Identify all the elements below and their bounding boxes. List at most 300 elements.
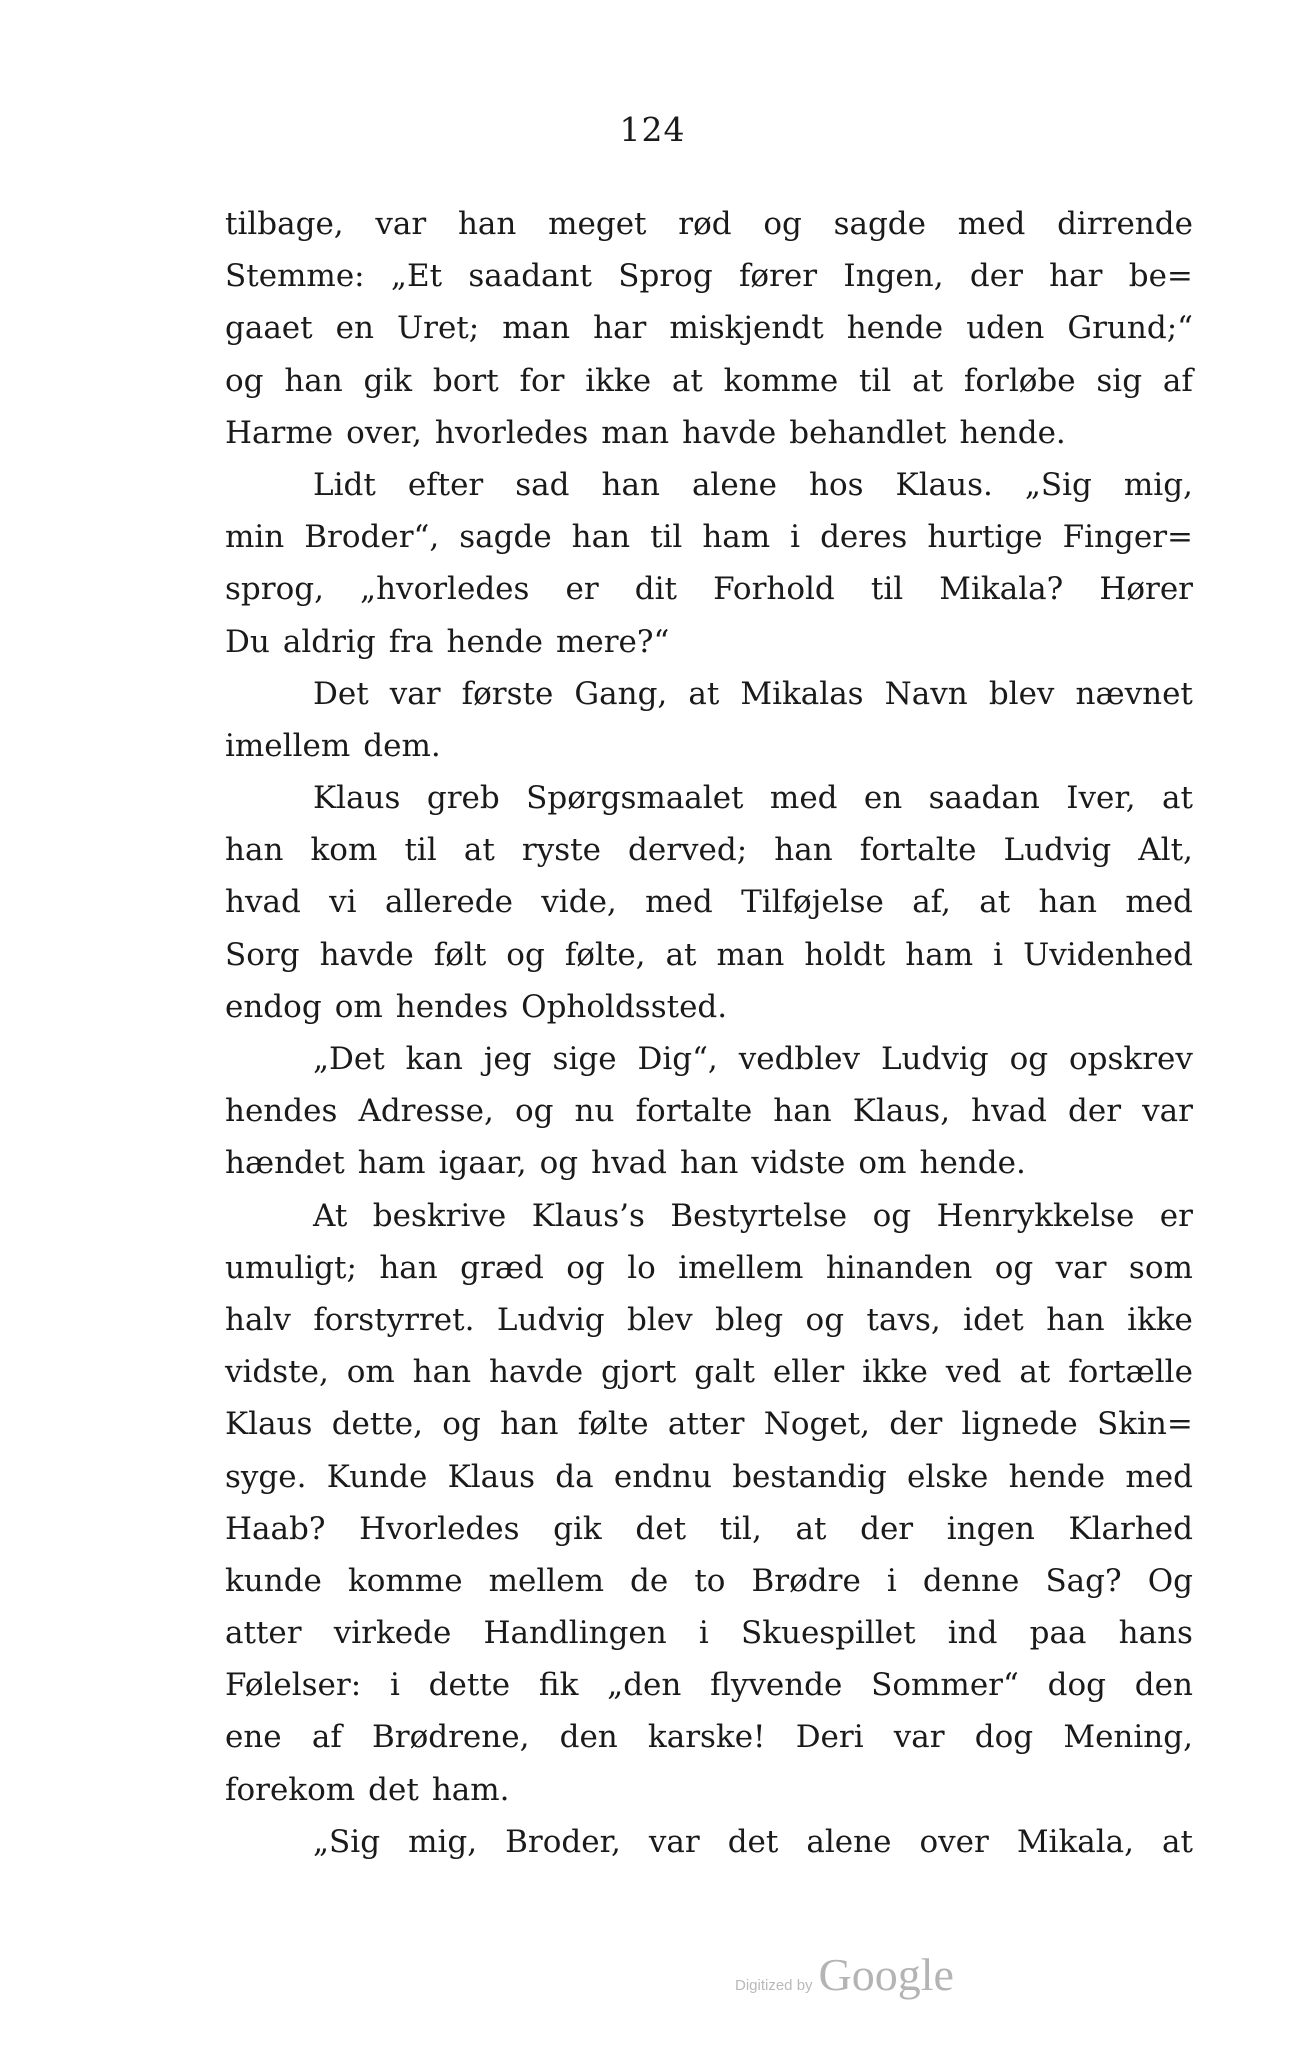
word: følt: [433, 936, 487, 973]
word: hinanden: [825, 1249, 973, 1286]
word: Lidt: [313, 466, 376, 503]
word: flyvende: [710, 1667, 843, 1704]
word: hans: [1118, 1615, 1193, 1652]
word: Klaus: [225, 1406, 313, 1443]
word: dit: [634, 571, 677, 608]
word: aldrig: [282, 623, 376, 660]
word: vedblev: [738, 1041, 861, 1077]
word: han: [571, 519, 631, 556]
word: Spørgsmaalet: [526, 780, 744, 817]
word: Gang,: [574, 675, 668, 712]
word: Forhold: [713, 571, 835, 608]
word: tavs,: [866, 1301, 941, 1338]
word: fra: [388, 623, 434, 660]
word: imellem: [225, 727, 351, 764]
word: bleg: [715, 1301, 784, 1338]
word: at: [463, 832, 495, 869]
word: med: [957, 206, 1026, 242]
word: dog: [974, 1719, 1034, 1756]
word: han: [457, 206, 517, 242]
word: var: [389, 675, 441, 712]
word: det: [635, 1510, 687, 1547]
body-text: [225, 198, 1193, 1868]
text-line: [225, 929, 1193, 981]
word: gik: [553, 1510, 602, 1547]
word: tilbage,: [225, 206, 344, 242]
word: nu: [574, 1093, 615, 1130]
word: galt: [694, 1354, 755, 1391]
word: ham: [702, 519, 771, 556]
word: be=: [1128, 258, 1193, 295]
word: atter: [667, 1406, 745, 1443]
word: af: [311, 1719, 342, 1756]
word: hos: [809, 466, 864, 503]
word: Haab?: [225, 1510, 326, 1547]
word: og: [514, 1093, 554, 1130]
word: lignede: [961, 1406, 1078, 1443]
word: forløbe: [963, 362, 1076, 399]
word: i: [886, 1562, 897, 1599]
word: blev: [988, 675, 1055, 712]
word: Henrykkelse: [936, 1197, 1135, 1234]
word: og: [506, 936, 545, 973]
word: Tilføjelse: [741, 884, 884, 921]
word: at: [979, 884, 1011, 921]
word: og: [872, 1197, 912, 1234]
word: Brødrene,: [371, 1719, 530, 1756]
word: en: [863, 780, 903, 817]
word: til: [404, 832, 437, 869]
word: til: [859, 362, 892, 399]
text-line: [225, 981, 1193, 1033]
word: Sprog: [618, 258, 713, 295]
word: han: [1046, 1301, 1105, 1338]
word: og: [442, 1406, 481, 1443]
word: vidste: [751, 1145, 846, 1182]
word: fortælle: [1068, 1354, 1193, 1391]
word: Hvorledes: [359, 1510, 520, 1547]
text-line: [225, 511, 1193, 563]
text-line: [225, 1555, 1193, 1607]
word: som: [1128, 1249, 1193, 1286]
word: endog: [225, 988, 322, 1025]
word: Brødre: [751, 1562, 861, 1599]
word: at: [665, 936, 697, 973]
word: var: [893, 1719, 945, 1756]
word: og: [566, 1249, 605, 1286]
word: Klarhed: [1068, 1510, 1193, 1547]
word: Skin=: [1097, 1406, 1193, 1443]
text-line: [225, 302, 1193, 354]
word: han: [284, 362, 343, 399]
word: Klaus.: [895, 466, 993, 503]
word: havde: [319, 936, 414, 973]
word: Uret;: [397, 310, 480, 347]
word: sig: [1096, 362, 1143, 399]
word: umuligt;: [225, 1249, 357, 1286]
word: „Sig: [313, 1823, 381, 1860]
text-line: [225, 1346, 1193, 1398]
word: han: [773, 1093, 832, 1130]
word: Sommer“: [871, 1667, 1019, 1704]
word: hendes: [395, 988, 509, 1025]
watermark-prefix: Digitized by: [735, 1977, 813, 1994]
word: „Det: [313, 1041, 385, 1077]
google-logo: Google: [818, 1949, 954, 2000]
word: sagde: [833, 206, 926, 242]
word: hende: [846, 310, 944, 347]
word: greb: [426, 780, 500, 817]
word: Dig“,: [637, 1041, 718, 1077]
word: har: [1049, 258, 1103, 295]
word: ikke: [862, 1354, 928, 1391]
word: og: [805, 1301, 845, 1338]
word: de: [630, 1562, 669, 1599]
word: deres: [820, 519, 908, 556]
word: havde: [488, 1354, 584, 1391]
word: Opholdssted.: [521, 988, 728, 1025]
word: „den: [607, 1667, 682, 1704]
word: ind: [947, 1615, 998, 1652]
word: komme: [347, 1562, 463, 1599]
word: er: [565, 571, 599, 608]
text-line: [225, 1137, 1193, 1189]
word: Stemme:: [225, 258, 365, 295]
word: der: [889, 1406, 943, 1443]
word: man: [716, 936, 785, 973]
text-line: [225, 1816, 1193, 1868]
text-line: [225, 1294, 1193, 1346]
word: med: [1125, 1458, 1193, 1495]
word: Det: [313, 675, 369, 712]
word: Klaus’s: [531, 1197, 645, 1234]
word: mig,: [408, 1823, 478, 1860]
word: følte: [577, 1406, 649, 1443]
word: rød: [678, 206, 732, 242]
word: holdt: [804, 936, 886, 973]
word: at: [912, 362, 944, 399]
word: Kunde: [326, 1458, 428, 1495]
word: karske!: [647, 1719, 766, 1756]
text-line: [225, 1085, 1193, 1137]
word: han: [500, 1406, 559, 1443]
word: Bestyrtelse: [670, 1197, 848, 1234]
word: ved: [945, 1354, 1002, 1391]
text-line: [225, 668, 1193, 720]
word: om: [346, 1354, 395, 1391]
word: og: [539, 1145, 579, 1182]
word: Adresse,: [358, 1093, 494, 1130]
text-line: [225, 1398, 1193, 1450]
word: vidste,: [225, 1354, 329, 1391]
word: ryste: [521, 832, 601, 869]
word: opskrev: [1069, 1041, 1193, 1077]
word: han: [412, 1354, 472, 1391]
word: af: [1162, 362, 1193, 399]
word: dette,: [331, 1406, 424, 1443]
word: bort: [432, 362, 499, 399]
word: gik: [363, 362, 413, 399]
word: er: [1159, 1197, 1193, 1234]
word: da: [555, 1458, 594, 1495]
word: dette: [428, 1667, 511, 1704]
text-line: [225, 355, 1193, 407]
word: gaaet: [225, 310, 313, 347]
word: idet: [963, 1301, 1024, 1338]
word: imellem: [678, 1249, 804, 1286]
word: Og: [1147, 1562, 1193, 1599]
word: eller: [772, 1354, 845, 1391]
word: hendes: [225, 1093, 338, 1130]
word: Du: [225, 623, 270, 660]
word: at: [688, 675, 720, 712]
word: „Et: [390, 258, 443, 295]
word: for: [519, 362, 565, 399]
word: „Sig: [1024, 466, 1092, 503]
word: i: [993, 936, 1004, 973]
text-line: [225, 824, 1193, 876]
word: at: [1162, 1823, 1193, 1860]
text-line: [225, 407, 1193, 459]
word: det: [368, 1771, 419, 1808]
word: endnu: [613, 1458, 712, 1495]
word: halv: [225, 1301, 291, 1338]
word: at: [671, 362, 703, 399]
word: græd: [460, 1249, 544, 1286]
word: alene: [806, 1823, 892, 1860]
word: saadan: [928, 780, 1040, 817]
word: der: [1068, 1093, 1122, 1130]
text-line: [225, 1451, 1193, 1503]
word: til: [650, 519, 683, 556]
word: Ludvig: [1003, 832, 1112, 869]
word: elske: [907, 1458, 989, 1495]
text-line: [225, 720, 1193, 772]
word: fortalte: [859, 832, 977, 869]
word: ene: [225, 1719, 282, 1756]
word: der: [860, 1510, 914, 1547]
word: mere?“: [555, 623, 670, 660]
word: var: [1055, 1249, 1107, 1286]
word: Sorg: [225, 936, 300, 973]
word: ham: [357, 1145, 426, 1182]
text-line: [225, 563, 1193, 615]
word: allerede: [384, 884, 513, 921]
word: miskjendt: [669, 310, 824, 347]
word: i: [389, 1667, 400, 1704]
word: Mening,: [1063, 1719, 1193, 1756]
word: var: [1142, 1093, 1193, 1130]
word: Uvidenhed: [1023, 936, 1193, 973]
word: syge.: [225, 1458, 307, 1495]
word: Iver,: [1066, 780, 1136, 817]
word: jeg: [483, 1041, 532, 1077]
word: saadant: [468, 258, 592, 295]
word: Skuespillet: [740, 1615, 916, 1652]
word: Broder“,: [304, 519, 440, 556]
word: en: [335, 310, 374, 347]
word: og: [994, 1249, 1034, 1286]
word: at: [1162, 780, 1193, 817]
word: forekom: [225, 1771, 356, 1808]
word: dog: [1047, 1667, 1106, 1704]
word: han: [225, 832, 284, 869]
word: Alt,: [1138, 832, 1193, 869]
word: mig,: [1123, 466, 1193, 503]
word: til,: [719, 1510, 762, 1547]
word: Finger=: [1062, 519, 1193, 556]
word: havde: [682, 414, 777, 451]
text-line: [225, 1711, 1193, 1763]
word: fortalte: [635, 1093, 753, 1130]
word: sagde: [459, 519, 552, 556]
word: blev: [627, 1301, 693, 1338]
text-line: [225, 1607, 1193, 1659]
word: Følelser:: [225, 1667, 362, 1704]
word: kunde: [225, 1562, 322, 1599]
word: to: [694, 1562, 726, 1599]
text-line: [225, 250, 1193, 302]
word: dem.: [363, 727, 441, 764]
word: hende.: [959, 414, 1066, 451]
word: han: [679, 1145, 739, 1182]
word: med: [769, 780, 838, 817]
word: derved;: [628, 832, 748, 869]
word: i: [790, 519, 801, 556]
text-line: [225, 876, 1193, 928]
word: Harme: [225, 414, 334, 451]
word: hændet: [225, 1145, 345, 1182]
word: vide,: [541, 884, 617, 921]
word: alene: [691, 466, 777, 503]
word: hende.: [919, 1145, 1026, 1182]
word: paa: [1029, 1615, 1087, 1652]
word: „hvorledes: [360, 571, 530, 608]
word: og: [1009, 1041, 1049, 1077]
word: med: [645, 884, 713, 921]
word: til: [870, 571, 904, 608]
word: virkede: [333, 1615, 452, 1652]
text-line: [225, 1659, 1193, 1711]
word: den: [559, 1719, 618, 1756]
word: Navn: [884, 675, 968, 712]
word: var: [648, 1823, 700, 1860]
word: ingen: [946, 1510, 1035, 1547]
word: har: [593, 310, 647, 347]
word: hende: [446, 623, 543, 660]
word: han: [1038, 884, 1097, 921]
word: atter: [225, 1615, 302, 1652]
text-line: [225, 1764, 1193, 1816]
word: følte,: [564, 936, 646, 973]
word: hende: [1008, 1458, 1106, 1495]
word: kom: [310, 832, 378, 869]
word: i: [698, 1615, 709, 1652]
word: denne: [922, 1562, 1020, 1599]
word: over: [919, 1823, 989, 1860]
word: man: [601, 414, 670, 451]
word: ham: [905, 936, 974, 973]
word: gjort: [600, 1354, 677, 1391]
word: han: [601, 466, 660, 503]
word: igaar,: [438, 1145, 527, 1182]
word: sprog,: [225, 571, 324, 608]
word: han: [774, 832, 833, 869]
word: han: [379, 1249, 438, 1286]
word: af,: [912, 884, 951, 921]
text-line: [225, 198, 1193, 250]
word: hvad: [591, 1145, 667, 1182]
word: hvad: [225, 884, 301, 921]
word: at: [795, 1510, 827, 1547]
word: komme: [723, 362, 839, 399]
text-line: [225, 1242, 1193, 1294]
word: ham.: [431, 1771, 510, 1808]
word: det: [727, 1823, 779, 1860]
word: man: [502, 310, 571, 347]
text-line: [225, 459, 1193, 511]
word: behandlet: [789, 414, 947, 451]
word: sad: [515, 466, 570, 503]
word: hurtige: [927, 519, 1043, 556]
word: Grund;“: [1067, 310, 1193, 347]
word: den: [1134, 1667, 1193, 1704]
word: var: [375, 206, 427, 242]
word: ikke: [1127, 1301, 1193, 1338]
word: Ludvig: [496, 1301, 605, 1338]
word: Hører: [1099, 571, 1193, 608]
word: beskrive: [372, 1197, 507, 1234]
text-line: [225, 616, 1193, 668]
word: ikke: [585, 362, 652, 399]
word: første: [461, 675, 554, 712]
word: fører: [738, 258, 818, 295]
word: Mikalas: [740, 675, 864, 712]
word: om: [334, 988, 383, 1025]
word: fik: [538, 1667, 579, 1704]
word: om: [858, 1145, 907, 1182]
word: hvad: [971, 1093, 1047, 1130]
word: hvorledes: [434, 414, 589, 451]
word: der: [969, 258, 1023, 295]
word: Mikala?: [939, 571, 1064, 608]
page-number: 124: [619, 110, 686, 149]
word: Mikala,: [1016, 1823, 1134, 1860]
word: min: [225, 519, 285, 556]
word: meget: [548, 206, 647, 242]
word: at: [1019, 1354, 1051, 1391]
word: Ingen,: [843, 258, 944, 295]
word: mellem: [488, 1562, 604, 1599]
word: over,: [346, 414, 422, 451]
word: kan: [405, 1041, 463, 1077]
text-line: [225, 1503, 1193, 1555]
word: og: [225, 362, 264, 399]
word: dirrende: [1057, 206, 1193, 242]
word: sige: [552, 1041, 617, 1077]
text-line: [225, 1033, 1193, 1085]
word: og: [763, 206, 802, 242]
word: Deri: [795, 1719, 864, 1756]
word: uden: [966, 310, 1045, 347]
word: med: [1125, 884, 1193, 921]
text-line: [225, 772, 1193, 824]
digitization-watermark: [735, 1948, 995, 2008]
word: Broder,: [505, 1823, 621, 1860]
text-line: [225, 1190, 1193, 1242]
word: Sag?: [1045, 1562, 1122, 1599]
word: Klaus,: [852, 1093, 951, 1130]
